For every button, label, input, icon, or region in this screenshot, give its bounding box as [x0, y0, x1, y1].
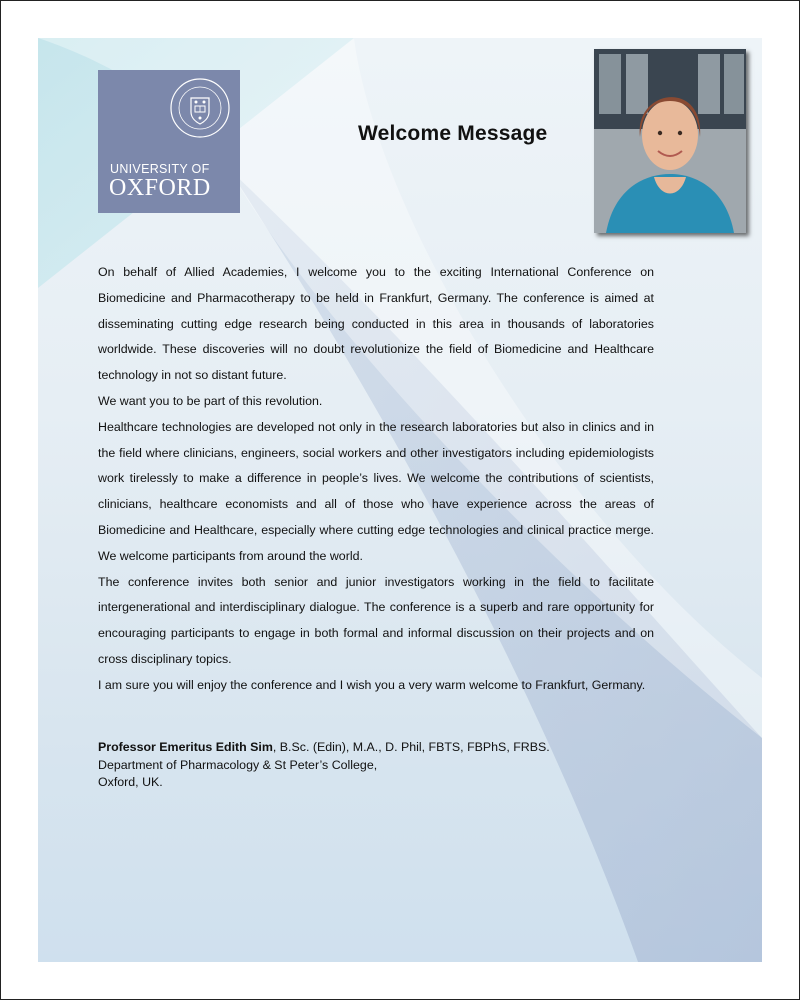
signature-department: Department of Pharmacology & St Peter’s College,	[98, 757, 378, 772]
signature-location: Oxford, UK.	[98, 775, 163, 789]
paragraph-invitation: The conference invites both senior and junior investigators working in the field to facilitate intergenerational and interdisciplinary dialogue. The conference is a superb and rare opportunity for encouraging participants to engage in both formal and informal discussion on their projects and on cross disciplinary topics.	[98, 574, 654, 666]
logo-oxford: OXFORD	[109, 175, 211, 201]
welcome-message-body	[98, 260, 654, 699]
signature-block	[98, 739, 658, 792]
signature-name-line	[98, 739, 658, 757]
oxford-logo	[98, 70, 240, 213]
oxford-crest-icon	[168, 76, 232, 140]
speaker-photo	[594, 49, 746, 233]
logo-university-of: UNIVERSITY OF	[110, 162, 210, 176]
signature-name: Professor Emeritus Edith Sim	[98, 740, 273, 754]
portrait-photo-icon	[594, 49, 746, 233]
paragraph-closing: I am sure you will enjoy the conference and I wish you a very warm welcome to Frankfurt, Germany.	[98, 677, 646, 692]
paragraph-revolution: We want you to be part of this revolution.	[98, 393, 323, 408]
paragraph-healthcare: Healthcare technologies are developed not only in the research laboratories but also in clinics and in the field where clinicians, engineers, social workers and other investigators including epidemiologists work tirelessly to make a difference in people’s lives. We welcome the contributions of scientists, clinicians, healthcare economists and all of those who have experience across the areas of Biomedicine and Healthcare, especially where cutting edge technologies and clinical practice merge. We welcome participants from around the world.	[98, 419, 654, 563]
page-title: Welcome Message	[358, 122, 548, 145]
paragraph-intro: On behalf of Allied Academies, I welcome you to the exciting International Conference on Biomedicine and Pharmacotherapy to be held in Frankfurt, Germany. The conference is aimed at disseminating cutting edge research being conducted in this area in thousands of laboratories worldwide. These discoveries will no doubt revolutionize the field of Biomedicine and Healthcare technology in not so distant future.	[98, 265, 654, 383]
signature-credentials: , B.Sc. (Edin), M.A., D. Phil, FBTS, FBPhS, FRBS.	[272, 740, 550, 754]
